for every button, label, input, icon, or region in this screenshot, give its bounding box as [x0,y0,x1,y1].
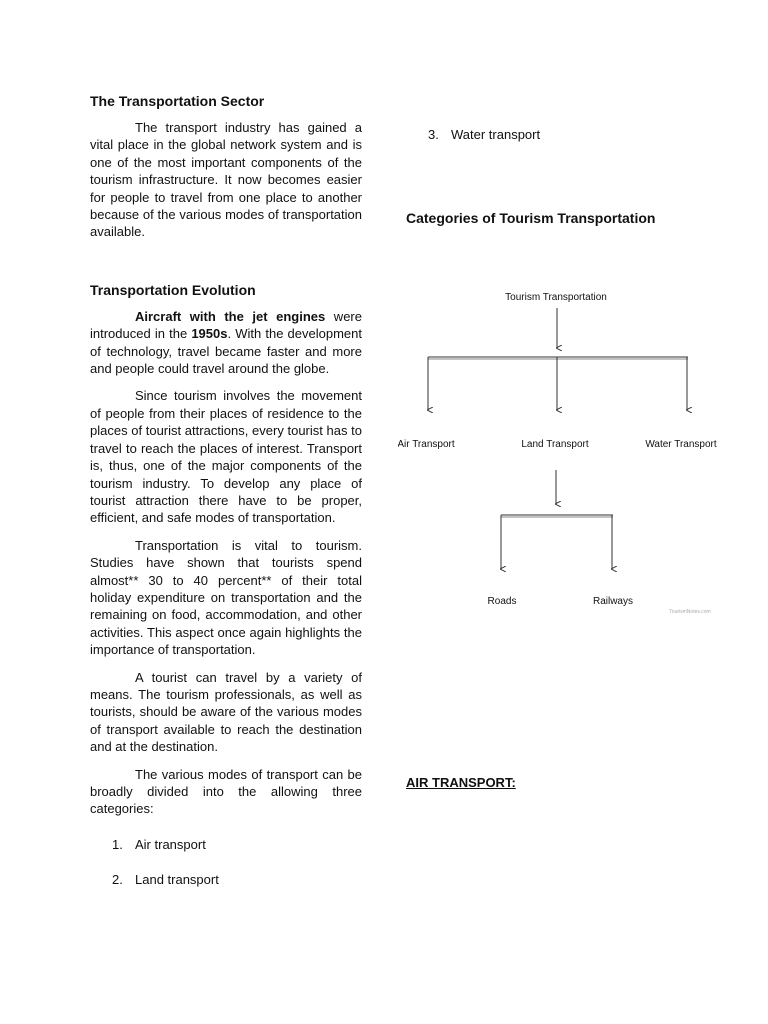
node-land: Land Transport [521,439,589,450]
paragraph-vital-to-tourism: Transportation is vital to tourism. Studies have shown that tourists spend almost** 30 to 40 percent** of their total holiday expenditure on transportation and the remaining on food, accommodation, and other activities. This aspect once again highlights the importance of transportation. [90,537,362,658]
section-title-transportation-sector: The Transportation Sector [90,93,265,109]
bold-1950s: 1950s [191,326,228,342]
diagram-svg [398,282,718,622]
section-title-categories: Categories of Tourism Transportation [406,210,656,226]
tourism-transportation-diagram [398,282,718,622]
paragraph-modes-divided: The various modes of transport can be broadly divided into the allowing three categories: [90,766,362,817]
list-item [406,126,726,143]
right-column [406,126,726,227]
list-label: Land transport [135,871,219,887]
watermark: TourismNotes.com [669,609,711,615]
node-air: Air Transport [398,439,455,450]
node-root: Tourism Transportation [505,292,607,303]
paragraph-variety-of-means: A tourist can travel by a variety of means. The tourism professionals, as well as tourists, should be aware of the various modes of transport available to reach the destination and at the destination. [90,669,362,755]
node-roads: Roads [487,596,517,607]
node-water: Water Transport [645,439,717,450]
paragraph-jet-engines [90,308,362,378]
section-title-transportation-evolution: Transportation Evolution [90,281,256,298]
list-item [90,871,362,888]
list-number: 3. [428,127,439,142]
list-item [90,836,362,853]
transport-categories-list [90,836,362,888]
list-label: Air transport [135,836,206,852]
list-number: 2. [112,871,123,887]
left-column [90,92,362,906]
air-transport-heading: AIR TRANSPORT: [406,775,516,790]
paragraph-transport-industry: The transport industry has gained a vital place in the global network system and is one of the most important components of the tourism infrastructure. It now becomes easier for people to travel from one place to another because of the various modes of transportation available. [90,120,362,240]
list-number: 1. [112,836,123,852]
node-railways: Railways [592,596,634,607]
text-fragment: were introduced in the [90,308,362,342]
list-label: Water transport [451,127,541,142]
text-fragment: . With the development of technology, travel became faster and more and people could travel around the globe. [90,326,362,377]
bold-aircraft-jet: Aircraft with the jet engines [135,308,326,324]
paragraph-tourism-movement: Since tourism involves the movement of people from their places of residence to the places of tourist attractions, every tourist has to travel to reach the places of interest. Transport is, thus, one of the major components of the tourism industry. To develop any place of tourist attraction there have to be proper, efficient, and safe modes of transportation. [90,388,362,526]
